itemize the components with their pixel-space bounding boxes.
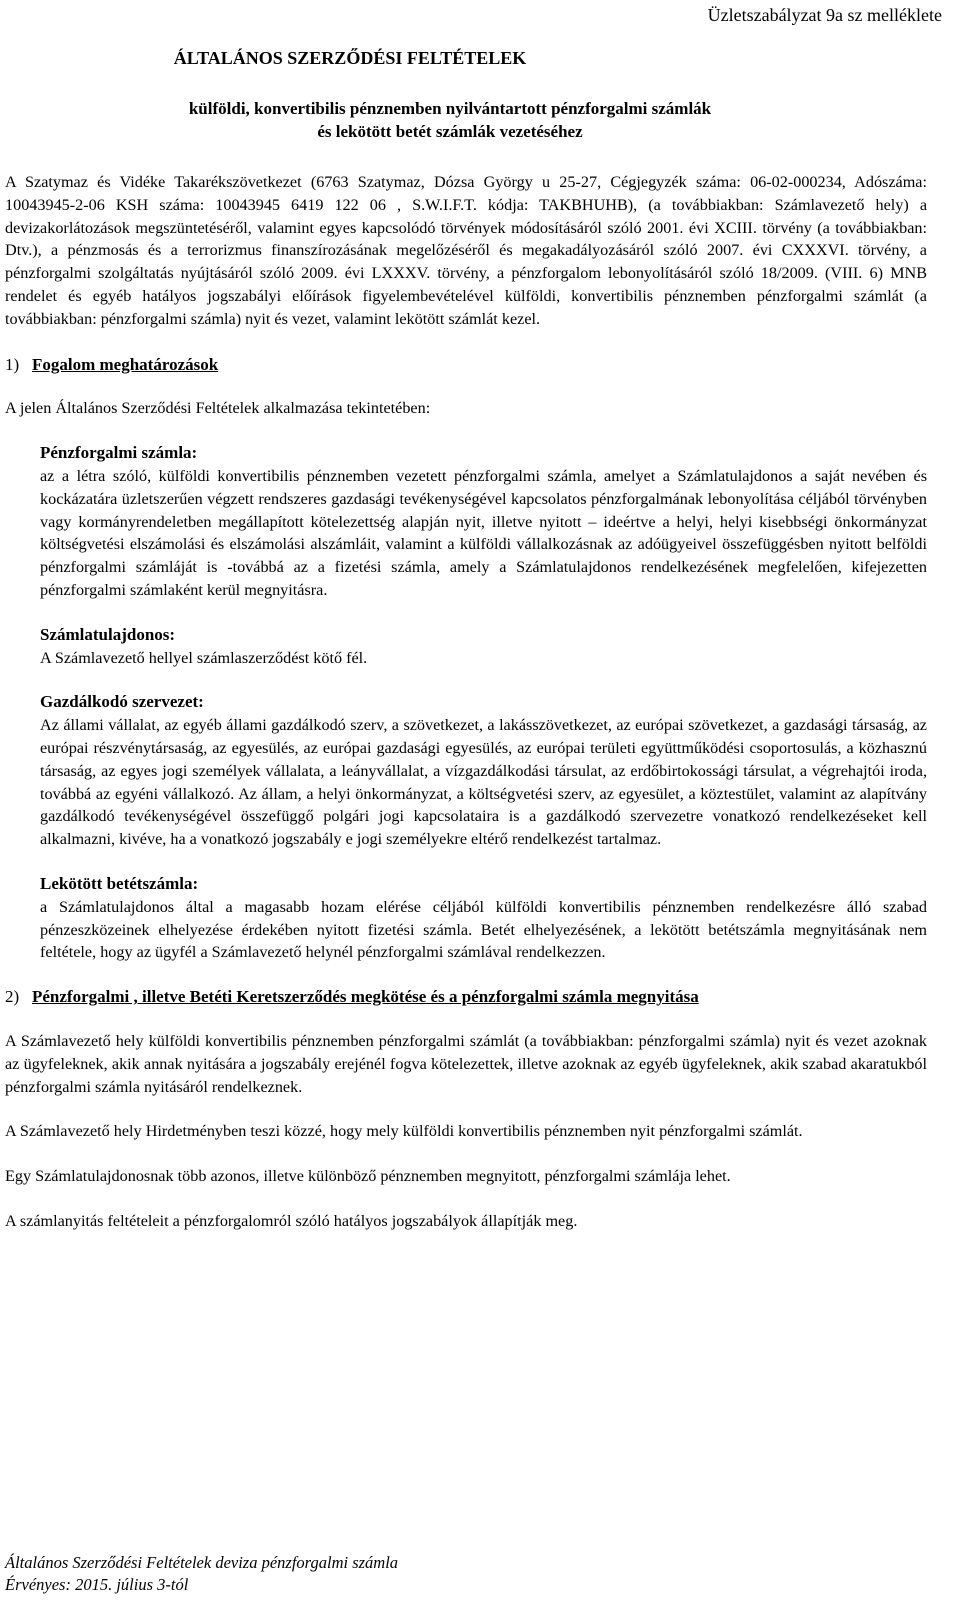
section-1-heading <box>5 354 927 377</box>
definition-block <box>5 624 927 670</box>
section-1-lead: A jelen Általános Szerződési Feltételek alkalmazása tekintetében: <box>5 399 431 418</box>
subtitle-line-1: külföldi, konvertibilis pénznemben nyilvántartott pénzforgalmi számlák <box>188 99 712 118</box>
document-subtitle <box>0 97 960 143</box>
page-footer <box>5 1552 398 1596</box>
subtitle-line-2: és lekötött betét számlák vezetéséhez <box>317 122 583 141</box>
intro-paragraph: A Szatymaz és Vidéke Takarékszövetkezet (6763 Szatymaz, Dózsa György u 25-27, Cégjegyzék száma: 06-02-000234, Adószáma: 10043945-2-06 KSH száma: 10043945 6419 122 06 , S.W.I.F.T. kódja: TAKBHUHB), (a továbbiakban: Számlavezető hely) a devizakorlátozások megszüntetéséről, valamint egyes kapcsolódó törvények módosításáról szóló 2001. évi XCIII. törvény (a továbbiakban: Dtv.), a pénzmosás és a terrorizmus finanszírozásának megelőzéséről és megakadályozásáról szóló 2007. évi CXXXVI. törvény, a pénzforgalmi szolgáltatás nyújtásáról szóló 2009. évi LXXXV. törvény, a pénzforgalom lebonyolításáról szóló 18/2009. (VIII. 6) MNB rendelet és egyéb hatályos jogszabályi előírások figyelembevételével külföldi, konvertibilis pénznemben pénzforgalmi számlát (a továbbiakban: pénzforgalmi számla) nyit és vezet, valamint lekötött számlát kezel. <box>5 173 927 328</box>
footer-line-2: Érvényes: 2015. július 3-tól <box>5 1575 189 1594</box>
section-2-heading <box>5 986 927 1009</box>
definition-text: Az állami vállalat, az egyéb állami gazdálkodó szerv, a szövetkezet, a lakásszövetkezet, az európai szövetkezet, a gazdasági társaság, az európai részvénytársaság, az egyesülés, az európai gazdasági egyesülés, az európai területi együttműködési csoportosulás, a közhasznú társaság, az egyes jogi személyek vállalata, a leányvállalat, a vízgazdálkodási társulat, az erdőbirtokossági társulat, a végrehajtói iroda, továbbá az egyéni vállalkozó. Az állam, a helyi önkormányzat, a költségvetési szerv, az egyesület, a köztestület, valamint az alapítvány gazdálkodó tevékenységével összefüggő polgári jogi kapcsolataira is a gazdálkodó szervezetre vonatkozó rendelkezéseket kell alkalmazni, kivéve, ha a vonatkozó jogszabály e jogi személyekre eltérő rendelkezést tartalmaz. <box>40 716 927 849</box>
definition-text: a Számlatulajdonos által a magasabb hozam elérése céljából külföldi konvertibilis pénznemben rendelkezésre álló szabad pénzeszközeinek elhelyezése érdekében nyitott fizetési számla. Betét elhelyezésének, a lekötött betétszámla megnyitásának nem feltétele, hogy az ügyfél a Számlavezető helynél pénzforgalmi számlával rendelkezzen. <box>40 897 927 962</box>
annex-label: Üzletszabályzat 9a sz melléklete <box>707 5 942 25</box>
definition-term: Számlatulajdonos: <box>40 624 176 644</box>
section-2-paragraph: A számlanyitás feltételeit a pénzforgalomról szóló hatályos jogszabályok állapítják meg. <box>5 1211 578 1230</box>
section-2-paragraph: A Számlavezető hely Hirdetményben teszi közzé, hogy mely külföldi konvertibilis pénznemben nyit pénzforgalmi számlát. <box>5 1122 803 1141</box>
document-body <box>5 171 927 1255</box>
definition-term: Gazdálkodó szervezet: <box>40 692 204 712</box>
section-title: Pénzforgalmi , illetve Betéti Keretszerződés megkötése és a pénzforgalmi számla megnyitása <box>32 987 699 1007</box>
section-number: 2) <box>5 987 20 1007</box>
definition-text: A Számlavezető hellyel számlaszerződést kötő fél. <box>40 648 368 667</box>
section-number: 1) <box>5 354 20 374</box>
definition-term: Pénzforgalmi számla: <box>40 443 198 463</box>
definition-block <box>5 442 927 602</box>
document-title: ÁLTALÁNOS SZERZŐDÉSI FELTÉTELEK <box>173 48 527 68</box>
section-2-paragraph: Egy Számlatulajdonosnak több azonos, illetve különböző pénznemben megnyitott, pénzforgalmi számlája lehet. <box>5 1167 731 1186</box>
section-title: Fogalom meghatározások <box>32 354 219 374</box>
section-2-paragraph: A Számlavezető hely külföldi konvertibilis pénznemben pénzforgalmi számlát (a továbbiakban: pénzforgalmi számla) nyit és vezet azoknak az ügyfeleknek, akik annak nyitására a jogszabály erejénél fogva kötelezettek, illetve azoknak az egyéb ügyfeleknek, akik szabad akaratukból pénzforgalmi számla nyitásáról rendelkeznek. <box>5 1031 927 1096</box>
definition-text: az a létra szóló, külföldi konvertibilis pénznemben vezetett pénzforgalmi számla, amelyet a Számlatulajdonos a saját nevében és kockázatára üzletszerűen végzett rendszeres gazdasági tevékenységével kapcsolatos pénzforgalmának lebonyolítása céljából törvényben vagy kormányrendeletben megállapított kötelezettség alapján nyit, illetve nyitott – ideértve a helyi, helyi kisebbségi önkormányzat költségvetési elszámolási és elszámolási alszámláit, valamint a külföldi vállalkozásnak az adóügyeivel összefüggésben nyitott belföldi pénzforgalmi számláját is -továbbá az a fizetési számla, amely a Számlatulajdonos rendelkezésének megfelelően, kifejezetten pénzforgalmi számlaként kerül megnyitásra. <box>40 466 927 599</box>
definition-block <box>5 873 927 964</box>
definition-block <box>5 691 927 851</box>
footer-line-1: Általános Szerződési Feltételek deviza pénzforgalmi számla <box>5 1553 399 1572</box>
definition-term: Lekötött betétszámla: <box>40 873 199 893</box>
